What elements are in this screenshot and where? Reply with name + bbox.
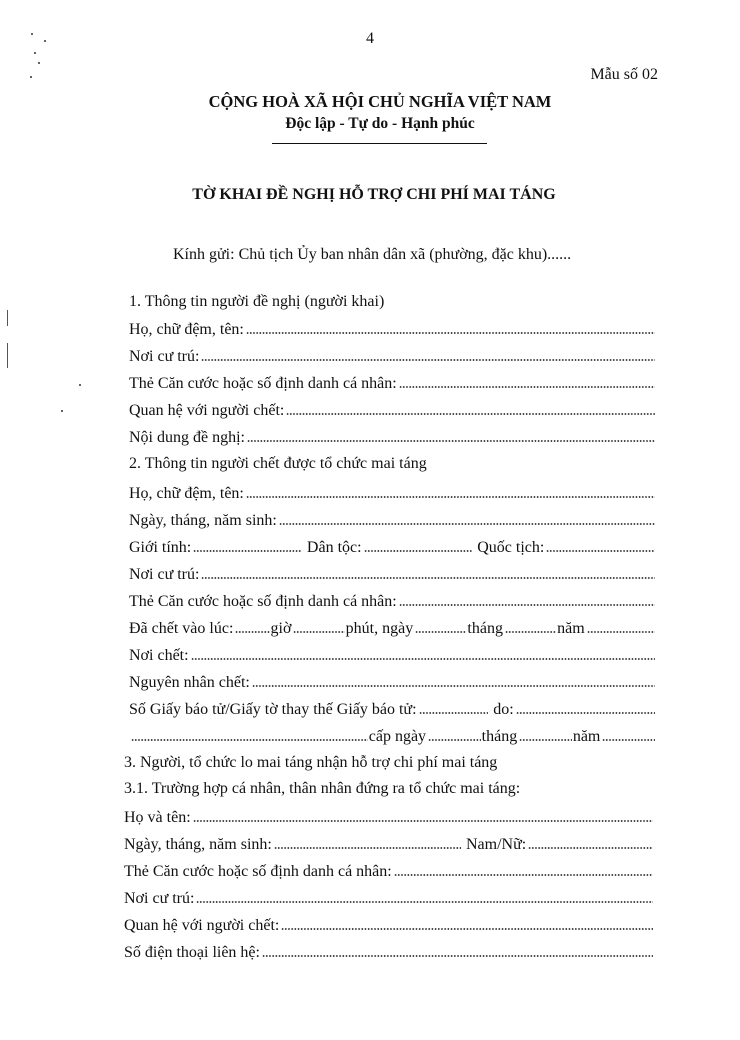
fill-in-dots bbox=[399, 603, 655, 607]
fill-in-dots bbox=[286, 412, 655, 416]
fill-in-dots bbox=[428, 738, 481, 742]
scan-speck bbox=[38, 62, 40, 64]
fill-in-dots bbox=[191, 657, 655, 661]
fill-in-dots bbox=[415, 630, 466, 634]
minute-day-label: phút, ngày bbox=[345, 620, 414, 637]
death-notice-field[interactable] bbox=[129, 697, 656, 719]
issued-by-label: do: bbox=[493, 701, 514, 718]
month-label: tháng bbox=[467, 620, 503, 637]
dob-label: Ngày, tháng, năm sinh: bbox=[124, 836, 272, 853]
fill-in-dots bbox=[247, 439, 655, 443]
field-label: Họ, chữ đệm, tên: bbox=[129, 321, 244, 338]
field-label: Nơi cư trú: bbox=[129, 348, 200, 365]
fill-in-dots bbox=[201, 576, 655, 580]
fill-in-dots bbox=[519, 738, 572, 742]
applicant-name-field[interactable] bbox=[129, 317, 656, 339]
fill-in-dots bbox=[281, 927, 653, 931]
fill-in-dots bbox=[505, 630, 556, 634]
fill-in-dots bbox=[193, 549, 302, 553]
issued-year-label: năm bbox=[572, 728, 601, 745]
national-motto: Độc lập - Tự do - Hạnh phúc bbox=[285, 115, 475, 132]
deceased-name-field[interactable] bbox=[129, 481, 656, 503]
section3-1-heading: 3.1. Trường hợp cá nhân, thân nhân đứng ra tổ chức mai táng: bbox=[124, 780, 521, 797]
organizer-id-field[interactable] bbox=[124, 859, 654, 881]
gender-label: Giới tính: bbox=[129, 539, 192, 556]
died-at-label: Đã chết vào lúc: bbox=[129, 620, 234, 637]
fill-in-dots bbox=[193, 819, 653, 823]
scan-speck bbox=[79, 384, 81, 386]
place-of-death-field[interactable] bbox=[129, 643, 656, 665]
applicant-relationship-field[interactable] bbox=[129, 398, 656, 420]
field-label: Thẻ Căn cước hoặc số định danh cá nhân: bbox=[129, 375, 397, 392]
field-label: Nơi cư trú: bbox=[129, 566, 200, 583]
gender-label: Nam/Nữ: bbox=[466, 836, 527, 853]
section3-heading: 3. Người, tổ chức lo mai táng nhận hỗ trợ chi phí mai táng bbox=[124, 754, 498, 771]
cause-of-death-field[interactable] bbox=[129, 670, 656, 692]
field-label: Quan hệ với người chết: bbox=[129, 402, 285, 419]
fill-in-dots bbox=[293, 630, 344, 634]
fill-in-dots bbox=[246, 331, 655, 335]
fill-in-dots bbox=[252, 684, 655, 688]
field-label: Họ, chữ đệm, tên: bbox=[129, 485, 244, 502]
fill-in-dots bbox=[279, 522, 655, 526]
field-label: Họ và tên: bbox=[124, 809, 191, 826]
field-label: Thẻ Căn cước hoặc số định danh cá nhân: bbox=[129, 593, 397, 610]
nationality-label: Quốc tịch: bbox=[477, 539, 545, 556]
organizer-dob-gender-field[interactable] bbox=[124, 832, 654, 854]
form-title: TỜ KHAI ĐỀ NGHỊ HỖ TRỢ CHI PHÍ MAI TÁNG bbox=[192, 186, 556, 203]
time-of-death-field[interactable] bbox=[129, 616, 656, 638]
field-label: Nguyên nhân chết: bbox=[129, 674, 250, 691]
deceased-dob-field[interactable] bbox=[129, 508, 656, 530]
field-label: Nơi cư trú: bbox=[124, 890, 195, 907]
fill-in-dots bbox=[235, 630, 269, 634]
page-number: 4 bbox=[366, 30, 374, 47]
ethnicity-label: Dân tộc: bbox=[306, 539, 362, 556]
fill-in-dots bbox=[246, 495, 655, 499]
scan-edge-mark bbox=[7, 310, 8, 326]
section2-heading: 2. Thông tin người chết được tổ chức mai táng bbox=[129, 455, 427, 472]
fill-in-dots bbox=[399, 385, 655, 389]
hour-label: giờ bbox=[270, 620, 292, 637]
fill-in-dots bbox=[196, 900, 653, 904]
applicant-residence-field[interactable] bbox=[129, 344, 656, 366]
death-notice-issue-date-field[interactable] bbox=[129, 724, 656, 746]
organizer-phone-field[interactable] bbox=[124, 940, 654, 962]
applicant-id-field[interactable] bbox=[129, 371, 656, 393]
scan-speck bbox=[61, 410, 63, 412]
request-content-field[interactable] bbox=[129, 425, 656, 447]
recipient-line: Kính gửi: Chủ tịch Ủy ban nhân dân xã (phường, đặc khu)...... bbox=[173, 246, 572, 263]
field-label: Nơi chết: bbox=[129, 647, 189, 664]
field-label: Quan hệ với người chết: bbox=[124, 917, 280, 934]
deceased-gender-ethnicity-nationality-field[interactable] bbox=[129, 535, 656, 557]
field-label: Ngày, tháng, năm sinh: bbox=[129, 512, 277, 529]
scan-edge-mark bbox=[7, 343, 8, 368]
organizer-residence-field[interactable] bbox=[124, 886, 654, 908]
year-label: năm bbox=[557, 620, 585, 637]
organizer-name-field[interactable] bbox=[124, 805, 654, 827]
fill-in-dots bbox=[131, 738, 368, 742]
scan-speck bbox=[34, 52, 36, 54]
fill-in-dots bbox=[546, 549, 655, 553]
fill-in-dots bbox=[419, 711, 489, 715]
fill-in-dots bbox=[528, 846, 653, 850]
form-code: Mẫu số 02 bbox=[590, 66, 658, 83]
motto-underline bbox=[272, 143, 487, 144]
organizer-relationship-field[interactable] bbox=[124, 913, 654, 935]
scan-speck bbox=[30, 76, 32, 78]
fill-in-dots bbox=[516, 711, 655, 715]
field-label: Nội dung đề nghị: bbox=[129, 429, 245, 446]
fill-in-dots bbox=[394, 873, 653, 877]
field-label: Thẻ Căn cước hoặc số định danh cá nhân: bbox=[124, 863, 392, 880]
death-notice-label: Số Giấy báo tử/Giấy tờ thay thế Giấy báo tử: bbox=[129, 701, 417, 718]
field-label: Số điện thoại liên hệ: bbox=[124, 944, 260, 961]
issued-date-label: cấp ngày bbox=[368, 728, 427, 745]
fill-in-dots bbox=[262, 954, 653, 958]
fill-in-dots bbox=[587, 630, 655, 634]
deceased-residence-field[interactable] bbox=[129, 562, 656, 584]
fill-in-dots bbox=[274, 846, 461, 850]
section1-heading: 1. Thông tin người đề nghị (người khai) bbox=[129, 293, 385, 310]
deceased-id-field[interactable] bbox=[129, 589, 656, 611]
fill-in-dots bbox=[364, 549, 473, 553]
fill-in-dots bbox=[201, 358, 655, 362]
nation-name: CỘNG HOÀ XÃ HỘI CHỦ NGHĨA VIỆT NAM bbox=[208, 92, 552, 111]
fill-in-dots bbox=[602, 738, 655, 742]
issued-month-label: tháng bbox=[481, 728, 518, 745]
